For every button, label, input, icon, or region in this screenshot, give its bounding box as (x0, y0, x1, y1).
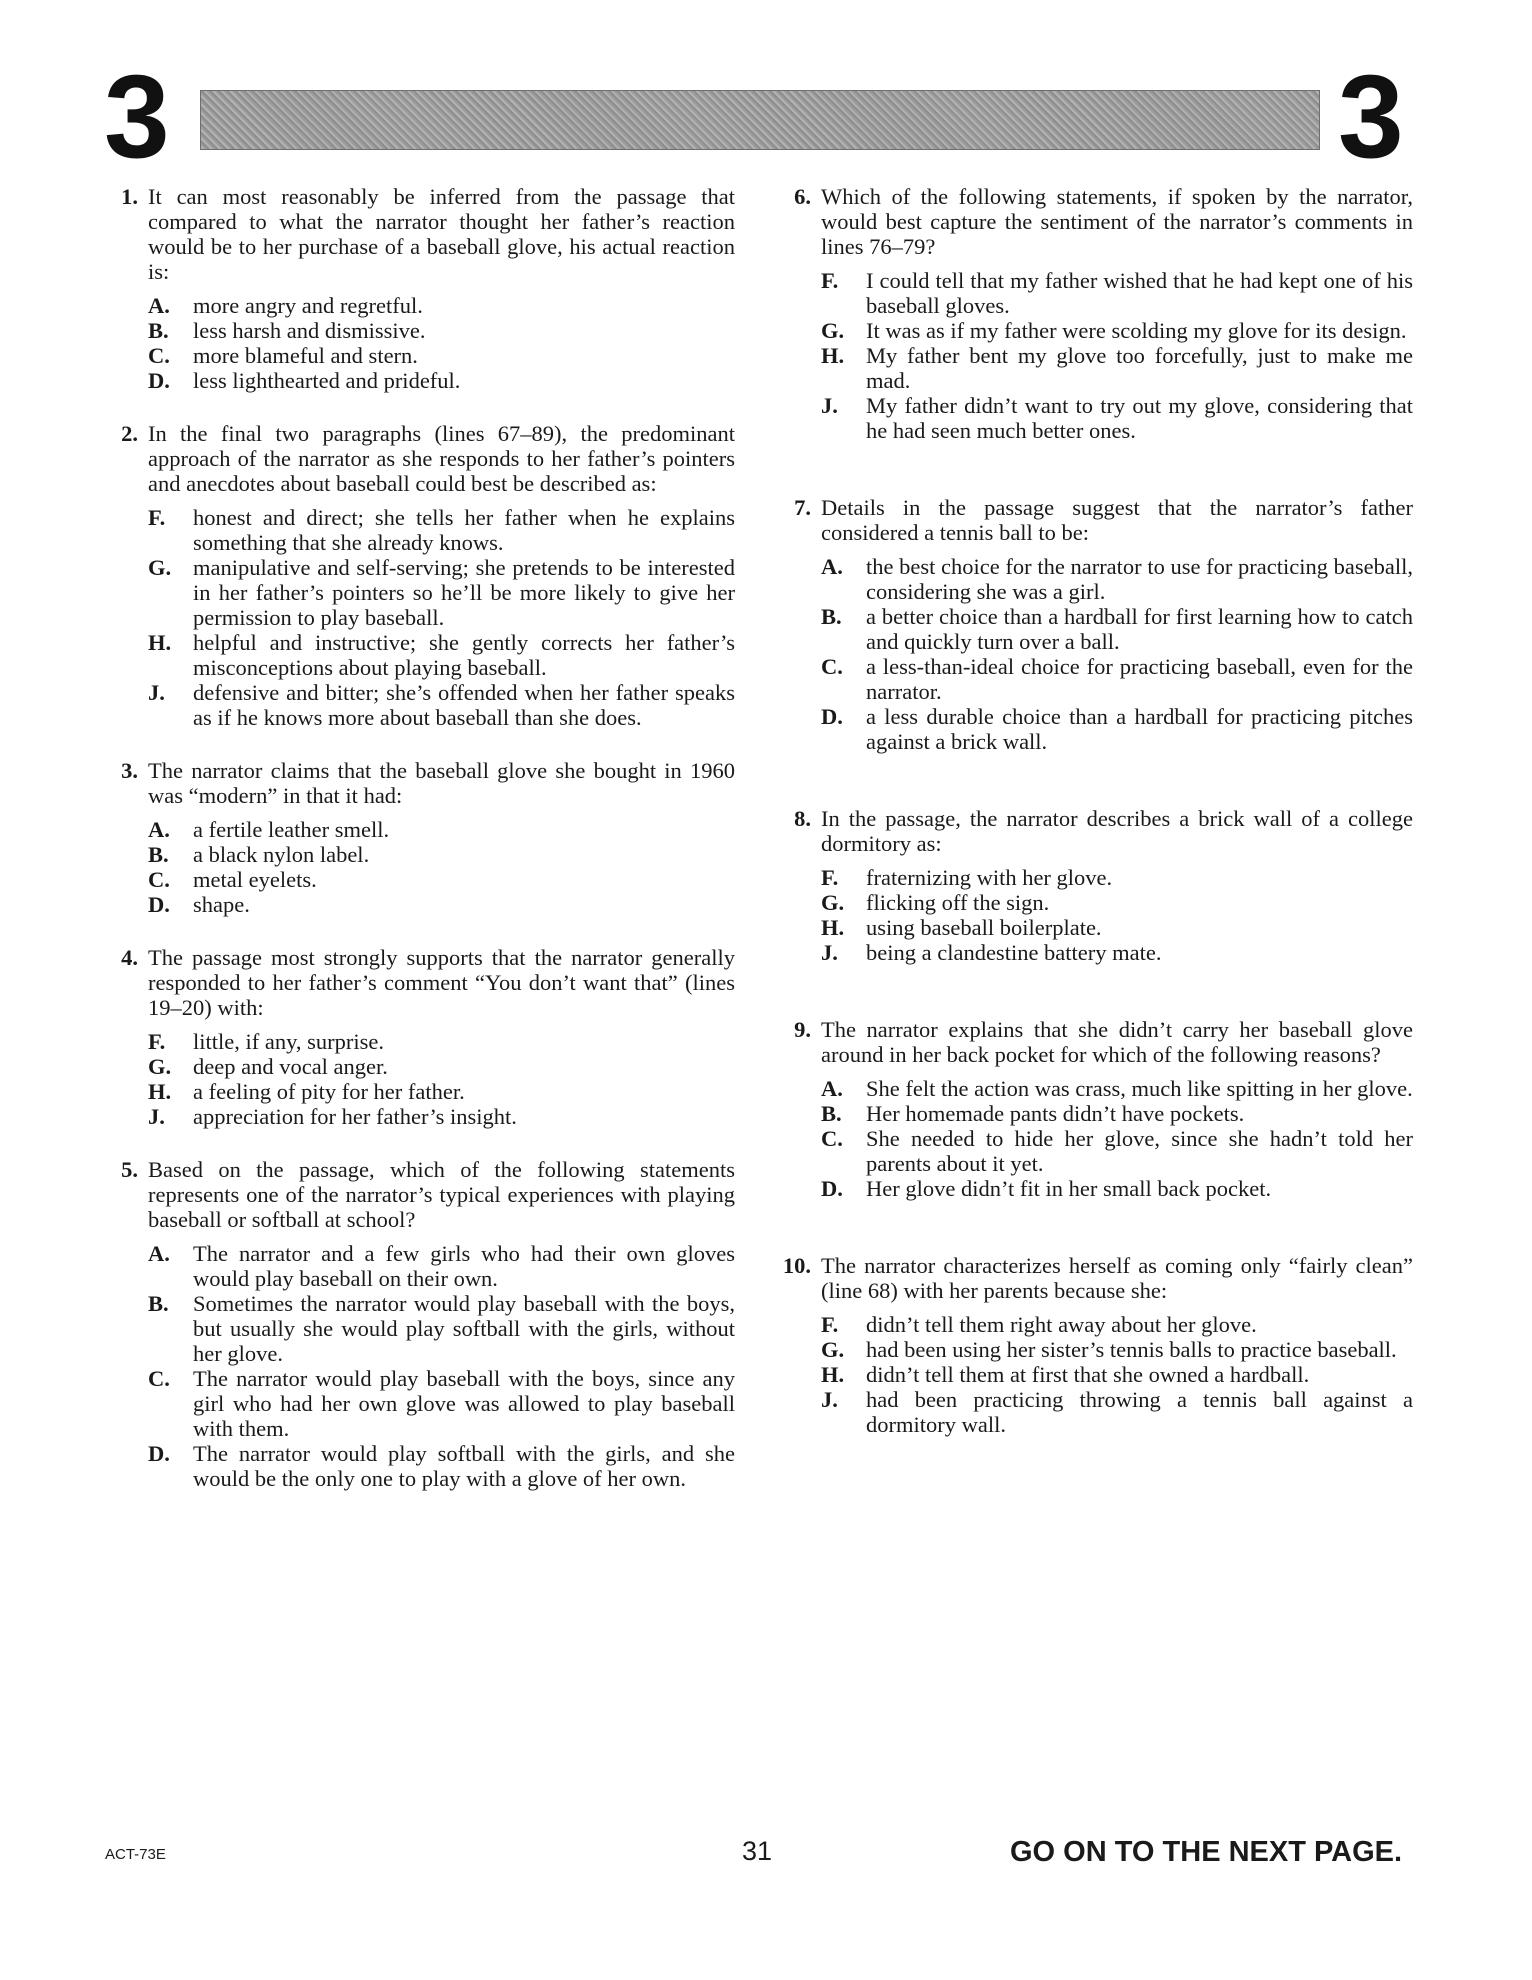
answer-choice[interactable] (821, 604, 1413, 654)
choice-letter: J. (821, 1387, 838, 1412)
answer-choices (821, 865, 1413, 965)
answer-choice[interactable] (148, 1241, 735, 1291)
choice-text: I could tell that my father wished that he had kept one of his baseball gloves. (866, 268, 1413, 318)
answer-choice[interactable] (821, 940, 1413, 965)
answer-choice[interactable] (821, 704, 1413, 754)
choice-letter: G. (148, 1054, 172, 1079)
section-number-left: 3 (104, 51, 170, 183)
question-number: 6. (794, 184, 811, 209)
question-stem: Details in the passage suggest that the narrator’s father considered a tennis ball to be: (821, 495, 1413, 545)
answer-choice[interactable] (821, 1076, 1413, 1101)
choice-text: a less-than-ideal choice for practicing baseball, even for the narrator. (866, 654, 1413, 704)
answer-choice[interactable] (148, 293, 735, 318)
question-number: 4. (121, 945, 138, 970)
choice-text: She felt the action was crass, much like spitting in her glove. (866, 1076, 1413, 1101)
answer-choice[interactable] (148, 1441, 735, 1491)
choice-text: Her glove didn’t fit in her small back pocket. (866, 1176, 1272, 1201)
choice-text: didn’t tell them right away about her glove. (866, 1312, 1257, 1337)
choice-letter: B. (148, 1291, 169, 1316)
answer-choice[interactable] (821, 915, 1413, 940)
question-number: 7. (794, 495, 811, 520)
choice-letter: A. (821, 554, 843, 579)
answer-choice[interactable] (148, 892, 735, 917)
question-stem: Based on the passage, which of the following statements represents one of the narrator’s typical experiences with playing baseball or softball at school? (148, 1157, 735, 1232)
question-stem: The narrator characterizes herself as coming only “fairly clean” (line 68) with her parents because she: (821, 1253, 1413, 1303)
choice-letter: B. (148, 842, 169, 867)
answer-choice[interactable] (148, 1291, 735, 1366)
question-4 (100, 945, 735, 1129)
question-number: 10. (782, 1253, 811, 1278)
choice-text: had been using her sister’s tennis balls to practice baseball. (866, 1337, 1397, 1362)
answer-choice[interactable] (821, 393, 1413, 443)
answer-choices (148, 1241, 735, 1491)
question-8 (773, 806, 1413, 965)
answer-choice[interactable] (821, 1176, 1413, 1201)
question-number: 9. (794, 1017, 811, 1042)
choice-text: using baseball boilerplate. (866, 915, 1102, 940)
choice-letter: G. (821, 890, 845, 915)
choice-letter: J. (821, 940, 838, 965)
choice-letter: C. (821, 654, 843, 679)
choice-letter: F. (148, 1029, 166, 1054)
choice-letter: B. (821, 604, 842, 629)
choice-letter: G. (821, 1337, 845, 1362)
choice-text: a feeling of pity for her father. (193, 1079, 465, 1104)
answer-choice[interactable] (148, 1079, 735, 1104)
answer-choice[interactable] (821, 890, 1413, 915)
answer-choice[interactable] (821, 1101, 1413, 1126)
choice-text: a better choice than a hardball for first learning how to catch and quickly turn over a ball. (866, 604, 1413, 654)
choice-text: being a clandestine battery mate. (866, 940, 1162, 965)
answer-choices (821, 1312, 1413, 1437)
answer-choice[interactable] (821, 1337, 1413, 1362)
choice-text: fraternizing with her glove. (866, 865, 1113, 890)
answer-choice[interactable] (148, 842, 735, 867)
section-header-bar (200, 90, 1320, 150)
answer-choice[interactable] (821, 1362, 1413, 1387)
choice-text: The narrator and a few girls who had their own gloves would play baseball on their own. (193, 1241, 735, 1291)
right-column (773, 184, 1413, 1437)
choice-text: helpful and instructive; she gently corrects her father’s misconceptions about playing baseball. (193, 630, 735, 680)
answer-choices (821, 554, 1413, 754)
choice-text: She needed to hide her glove, since she hadn’t told her parents about it yet. (866, 1126, 1413, 1176)
question-number: 5. (121, 1157, 138, 1182)
choice-letter: C. (821, 1126, 843, 1151)
choice-text: had been practicing throwing a tennis ball against a dormitory wall. (866, 1387, 1413, 1437)
choice-letter: C. (148, 343, 170, 368)
answer-choice[interactable] (148, 343, 735, 368)
choice-letter: H. (148, 1079, 172, 1104)
choice-letter: D. (821, 1176, 843, 1201)
answer-choice[interactable] (148, 318, 735, 343)
choice-letter: G. (148, 555, 172, 580)
answer-choice[interactable] (148, 680, 735, 730)
choice-letter: H. (821, 915, 845, 940)
choice-letter: C. (148, 867, 170, 892)
section-number-right: 3 (1338, 51, 1404, 183)
answer-choice[interactable] (821, 268, 1413, 318)
question-stem: The narrator claims that the baseball glove she bought in 1960 was “modern” in that it had: (148, 758, 735, 808)
choice-text: a fertile leather smell. (193, 817, 390, 842)
answer-choice[interactable] (148, 555, 735, 630)
choice-text: shape. (193, 892, 250, 917)
question-7 (773, 495, 1413, 754)
page-number: 31 (742, 1836, 773, 1866)
choice-text: metal eyelets. (193, 867, 317, 892)
choice-text: My father didn’t want to try out my glove, considering that he had seen much better ones. (866, 393, 1413, 443)
left-column (100, 184, 735, 1491)
answer-choices (148, 817, 735, 917)
question-1 (100, 184, 735, 393)
question-5 (100, 1157, 735, 1491)
choice-letter: A. (821, 1076, 843, 1101)
test-code: ACT-73E (105, 1846, 166, 1863)
choice-text: defensive and bitter; she’s offended when her father speaks as if he knows more about baseball than she does. (193, 680, 735, 730)
choice-letter: A. (148, 293, 170, 318)
answer-choice[interactable] (821, 343, 1413, 393)
choice-letter: F. (148, 505, 166, 530)
choice-letter: G. (821, 318, 845, 343)
choice-text: the best choice for the narrator to use for practicing baseball, considering she was a girl. (866, 554, 1413, 604)
choice-letter: D. (148, 1441, 170, 1466)
question-3 (100, 758, 735, 917)
choice-letter: D. (148, 368, 170, 393)
question-10 (773, 1253, 1413, 1437)
answer-choices (148, 505, 735, 730)
answer-choice[interactable] (148, 1029, 735, 1054)
choice-letter: D. (148, 892, 170, 917)
choice-text: less lighthearted and prideful. (193, 368, 461, 393)
answer-choice[interactable] (821, 1312, 1413, 1337)
choice-letter: B. (821, 1101, 842, 1126)
choice-text: little, if any, surprise. (193, 1029, 384, 1054)
choice-text: appreciation for her father’s insight. (193, 1104, 517, 1129)
answer-choice[interactable] (821, 1387, 1413, 1437)
answer-choice[interactable] (148, 1366, 735, 1441)
question-number: 1. (121, 184, 138, 209)
choice-letter: A. (148, 1241, 170, 1266)
choice-text: Her homemade pants didn’t have pockets. (866, 1101, 1245, 1126)
go-on-notice: GO ON TO THE NEXT PAGE. (1010, 1836, 1403, 1868)
answer-choice[interactable] (821, 654, 1413, 704)
answer-choices (821, 1076, 1413, 1201)
choice-letter: J. (148, 1104, 165, 1129)
choice-text: a less durable choice than a hardball for practicing pitches against a brick wall. (866, 704, 1413, 754)
answer-choice[interactable] (821, 554, 1413, 604)
choice-letter: J. (821, 393, 838, 418)
question-6 (773, 184, 1413, 443)
choice-text: more angry and regretful. (193, 293, 423, 318)
answer-choices (821, 268, 1413, 443)
choice-text: It was as if my father were scolding my glove for its design. (866, 318, 1407, 343)
choice-letter: F. (821, 1312, 839, 1337)
answer-choice[interactable] (148, 630, 735, 680)
answer-choices (148, 293, 735, 393)
answer-choice[interactable] (821, 1126, 1413, 1176)
choice-letter: J. (148, 680, 165, 705)
question-stem: The narrator explains that she didn’t carry her baseball glove around in her back pocket for which of the following reasons? (821, 1017, 1413, 1067)
choice-letter: A. (148, 817, 170, 842)
choice-letter: C. (148, 1366, 170, 1391)
question-number: 2. (121, 421, 138, 446)
choice-text: more blameful and stern. (193, 343, 418, 368)
answer-choice[interactable] (148, 1054, 735, 1079)
choice-text: a black nylon label. (193, 842, 370, 867)
question-stem: Which of the following statements, if spoken by the narrator, would best capture the sentiment of the narrator’s comments in lines 76–79? (821, 184, 1413, 259)
choice-text: manipulative and self-serving; she pretends to be interested in her father’s pointers so he’ll be more likely to give her permission to play baseball. (193, 555, 735, 630)
choice-letter: H. (821, 343, 845, 368)
answer-choice[interactable] (821, 865, 1413, 890)
answer-choice[interactable] (821, 318, 1413, 343)
question-stem: The passage most strongly supports that the narrator generally responded to her father’s comment “You don’t want that” (lines 19–20) with: (148, 945, 735, 1020)
choice-letter: H. (821, 1362, 845, 1387)
question-9 (773, 1017, 1413, 1201)
question-2 (100, 421, 735, 730)
choice-text: less harsh and dismissive. (193, 318, 426, 343)
question-number: 8. (794, 806, 811, 831)
answer-choice[interactable] (148, 1104, 735, 1129)
choice-text: My father bent my glove too forcefully, just to make me mad. (866, 343, 1413, 393)
question-stem: In the final two paragraphs (lines 67–89), the predominant approach of the narrator as she responds to her father’s pointers and anecdotes about baseball could best be described as: (148, 421, 735, 496)
choice-text: The narrator would play baseball with the boys, since any girl who had her own glove was allowed to play baseball with them. (193, 1366, 735, 1441)
choice-text: honest and direct; she tells her father when he explains something that she already knows. (193, 505, 735, 555)
answer-choices (148, 1029, 735, 1129)
question-stem: It can most reasonably be inferred from the passage that compared to what the narrator thought her father’s reaction would be to her purchase of a baseball glove, his actual reaction is: (148, 184, 735, 284)
choice-letter: F. (821, 268, 839, 293)
question-stem: In the passage, the narrator describes a brick wall of a college dormitory as: (821, 806, 1413, 856)
choice-letter: B. (148, 318, 169, 343)
choice-text: flicking off the sign. (866, 890, 1050, 915)
answer-choice[interactable] (148, 368, 735, 393)
choice-letter: D. (821, 704, 843, 729)
answer-choice[interactable] (148, 505, 735, 555)
answer-choice[interactable] (148, 867, 735, 892)
choice-letter: F. (821, 865, 839, 890)
question-number: 3. (121, 758, 138, 783)
choice-text: didn’t tell them at first that she owned a hardball. (866, 1362, 1310, 1387)
choice-text: Sometimes the narrator would play baseball with the boys, but usually she would play softball with the girls, without her glove. (193, 1291, 735, 1366)
choice-letter: H. (148, 630, 172, 655)
answer-choice[interactable] (148, 817, 735, 842)
choice-text: The narrator would play softball with the girls, and she would be the only one to play with a glove of her own. (193, 1441, 735, 1491)
choice-text: deep and vocal anger. (193, 1054, 388, 1079)
